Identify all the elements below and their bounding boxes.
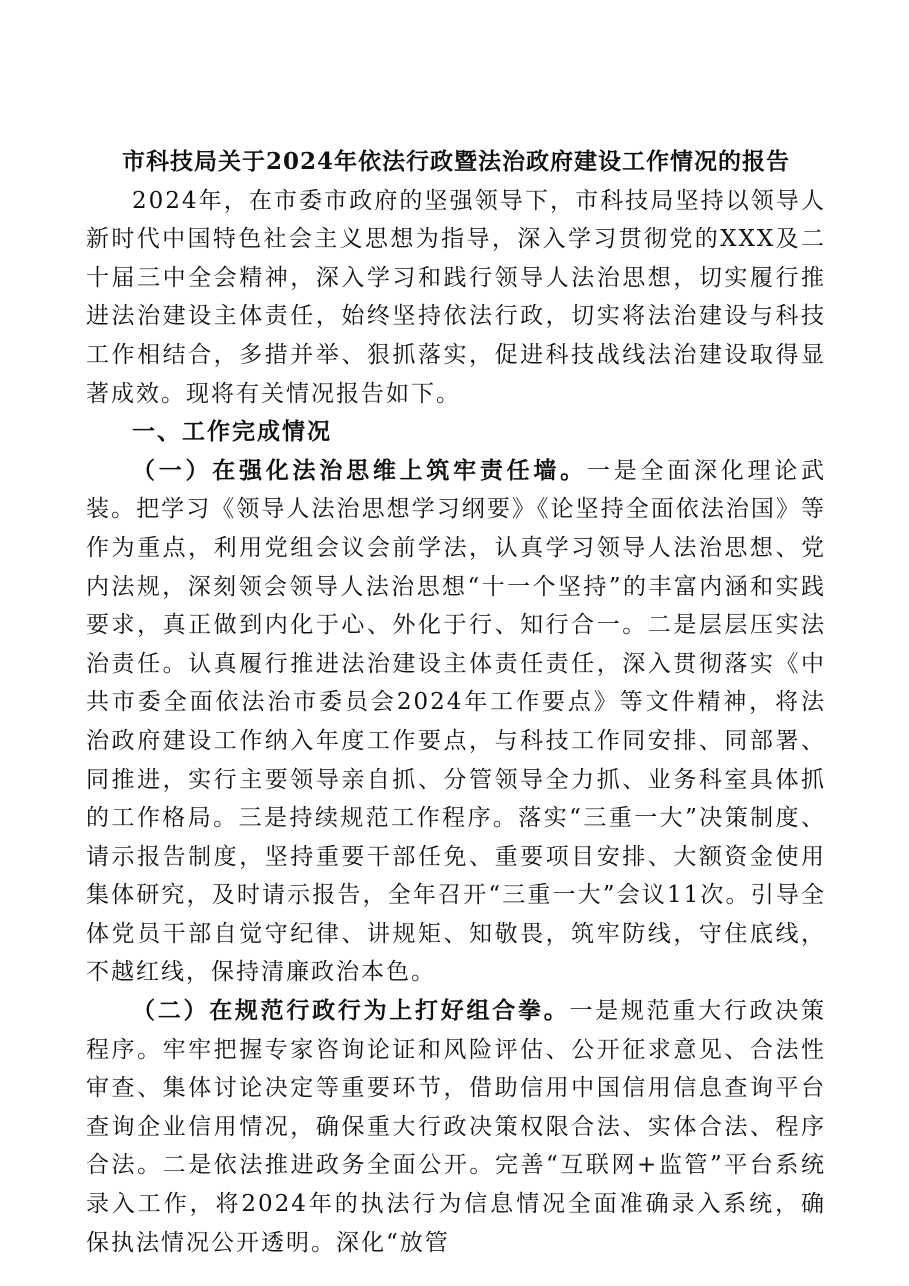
subsection-2-heading: （二）在规范行政行为上打好组合拳。	[132, 997, 570, 1025]
section-heading: 一、工作完成情况	[132, 418, 332, 446]
subsection-1-body: 一是全面深化理论武装。把学习《领导人法治思想学习纲要》《论坚持全面依法治国》等作为重点，利用党组会议会前学法，认真学习领导人法治思想、党内法规，深刻领会领导人法治思想“十一个坚持”的丰富内涵和实践要求，真正做到内化于心、外化于行、知行合一。二是层层压实法治责任。认真履行推进法治建设主体责任责任，深入贯彻落实《中共市委全面依法治市委员会2024年工作要点》等文件精神，将法治政府建设工作纳入年度工作要点，与科技工作同安排、同部署、同推进，实行主要领导亲自抓、分管领导全力抓、业务科室具体抓的工作格局。三是持续规范工作程序。落实“三重一大”决策制度、请示报告制度，坚持重要干部任免、重要项目安排、大额资金使用集体研究，及时请示报告，全年召开“三重一大”会议11次。引导全体党员干部自觉守纪律、讲规矩、知敬畏，筑牢防线，守住底线，不越红线，保持清廉政治本色。	[86, 457, 827, 986]
document-body	[86, 143, 826, 1262]
subsection-1-heading: （一）在强化法治思维上筑牢责任墙。	[132, 456, 587, 484]
subsection-2-paragraph	[86, 992, 826, 1262]
document-title: 市科技局关于2024年依法行政暨法治政府建设工作情况的报告	[121, 148, 790, 175]
subsection-2-body: 一是规范重大行政决策程序。牢牢把握专家咨询论证和风险评估、公开征求意见、合法性审查、集体讨论决定等重要环节，借助信用中国信用信息查询平台查询企业信用情况，确保重大行政决策权限合法、实体合法、程序合法。二是依法推进政务全面公开。完善“互联网+监管”平台系统录入工作，将2024年的执法行为信息情况全面准确录入系统，确保执法情况公开透明。深化“放管	[86, 998, 827, 1256]
subsection-1-paragraph	[86, 452, 826, 992]
intro-paragraph: 2024年，在市委市政府的坚强领导下，市科技局坚持以领导人新时代中国特色社会主义思想为指导，深入学习贯彻党的XXX及二十届三中全会精神，深入学习和践行领导人法治思想，切实履行推进法治建设主体责任，始终坚持依法行政，切实将法治建设与科技工作相结合，多措并举、狠抓落实，促进科技战线法治建设取得显著成效。现将有关情况报告如下。	[86, 187, 826, 407]
